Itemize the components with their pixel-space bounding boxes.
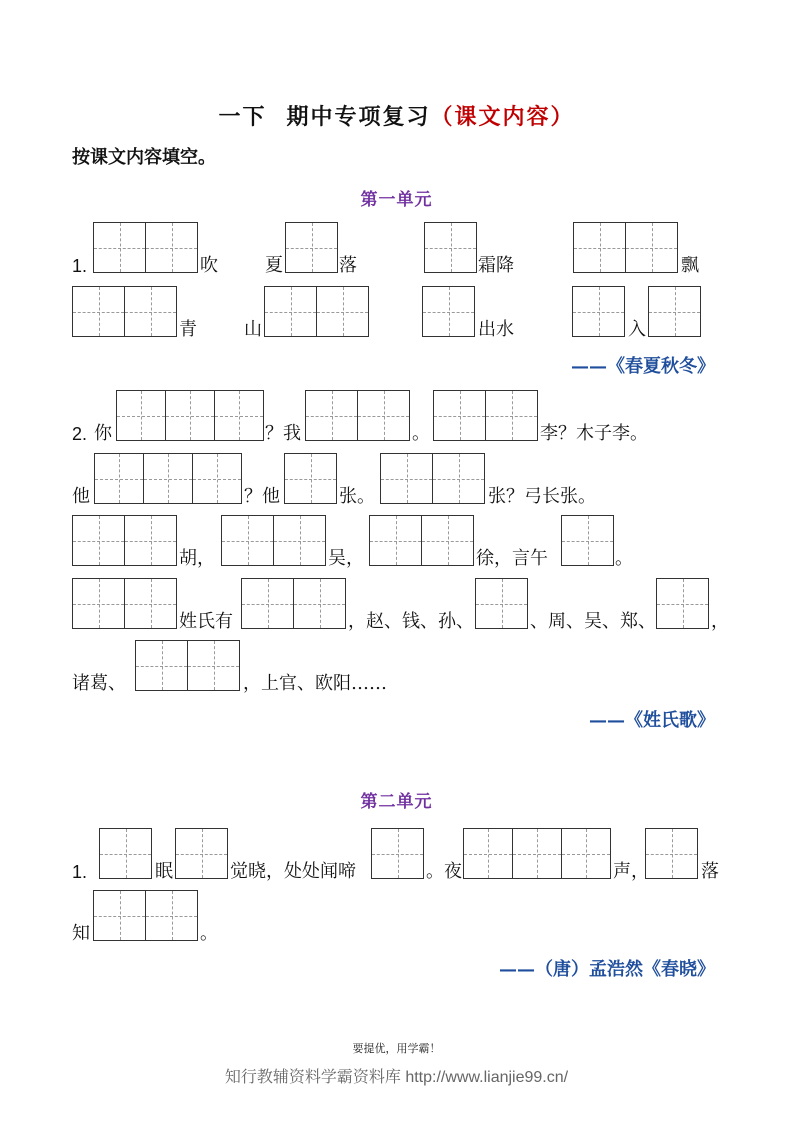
answer-box xyxy=(645,828,698,879)
fill-text: 张。 xyxy=(339,486,375,507)
writing-cell xyxy=(421,516,473,565)
writing-cell xyxy=(423,287,474,336)
writing-cell xyxy=(124,287,176,336)
writing-cell xyxy=(136,641,187,690)
writing-cell xyxy=(117,391,165,440)
writing-cell xyxy=(94,891,145,940)
fill-text: 山 xyxy=(244,319,262,340)
fill-text: 。夜 xyxy=(426,861,462,882)
writing-cell xyxy=(649,287,700,336)
writing-cell xyxy=(573,287,624,336)
answer-box xyxy=(371,828,424,879)
fill-text: 吹 xyxy=(200,255,218,276)
writing-cell xyxy=(432,454,484,503)
answer-box xyxy=(116,390,264,441)
writing-cell xyxy=(657,579,708,628)
footer-slogan: 要提优，用学霸！ xyxy=(352,1042,441,1055)
answer-box xyxy=(94,453,242,504)
fill-text: 入 xyxy=(628,319,646,340)
fill-text: 霜降 xyxy=(478,255,514,276)
answer-box xyxy=(572,286,625,337)
unit-heading-1: 第一单元 xyxy=(360,190,433,210)
writing-cell xyxy=(316,287,368,336)
writing-cell xyxy=(306,391,357,440)
answer-box xyxy=(135,640,240,691)
fill-text: 胡， xyxy=(179,548,215,569)
question-number: 2. xyxy=(72,424,88,444)
writing-cell xyxy=(372,829,423,878)
fill-text: 出水 xyxy=(478,319,514,340)
title-main: 期中专项复习 xyxy=(286,104,431,130)
fill-text: 他 xyxy=(72,486,90,507)
source-citation: ——《春夏秋冬》 xyxy=(571,356,715,377)
writing-cell xyxy=(192,454,241,503)
writing-cell xyxy=(273,516,325,565)
writing-cell xyxy=(145,891,197,940)
writing-cell xyxy=(574,223,625,272)
answer-box xyxy=(463,828,611,879)
writing-cell xyxy=(165,391,214,440)
fill-text: 吴， xyxy=(328,548,364,569)
writing-cell xyxy=(94,223,145,272)
writing-cell xyxy=(476,579,527,628)
fill-text: 李？木子李。 xyxy=(540,423,648,444)
title-subtitle: （课文内容） xyxy=(430,104,575,130)
answer-box xyxy=(93,222,198,273)
fill-text: 夏 xyxy=(265,255,283,276)
writing-cell xyxy=(370,516,421,565)
answer-box xyxy=(72,286,177,337)
fill-text: ？他 xyxy=(244,486,280,507)
answer-box xyxy=(241,578,346,629)
writing-cell xyxy=(464,829,512,878)
fill-text: ？我 xyxy=(265,423,301,444)
fill-text: ，上官、欧阳…… xyxy=(243,673,387,694)
writing-cell xyxy=(176,829,227,878)
fill-text: ， xyxy=(711,611,729,632)
fill-text: 。 xyxy=(200,923,218,944)
answer-box xyxy=(284,453,337,504)
answer-box xyxy=(380,453,485,504)
writing-cell xyxy=(143,454,192,503)
writing-cell xyxy=(214,391,263,440)
answer-box xyxy=(72,578,177,629)
answer-box xyxy=(264,286,369,337)
source-citation: ——（唐）孟浩然《春晓》 xyxy=(499,959,715,980)
answer-box xyxy=(433,390,538,441)
writing-cell xyxy=(73,287,124,336)
fill-text: 青 xyxy=(179,319,197,340)
instruction: 按课文内容填空。 xyxy=(72,147,216,168)
fill-text: 。 xyxy=(615,548,633,569)
writing-cell xyxy=(187,641,239,690)
answer-box xyxy=(656,578,709,629)
fill-text: 张？弓长张。 xyxy=(488,486,596,507)
page-title xyxy=(0,103,793,131)
answer-box xyxy=(424,222,477,273)
fill-text: ，赵、钱、孙、 xyxy=(348,611,474,632)
writing-cell xyxy=(222,516,273,565)
writing-cell xyxy=(73,579,124,628)
fill-text: 诸葛、 xyxy=(72,673,126,694)
writing-cell xyxy=(293,579,345,628)
answer-box xyxy=(369,515,474,566)
writing-cell xyxy=(646,829,697,878)
fill-text: 觉晓，处处闻啼 xyxy=(230,861,356,882)
fill-text: 落 xyxy=(701,861,719,882)
writing-cell xyxy=(242,579,293,628)
footer-site: 知行教辅资料学霸资料库 http://www.lianjie99.cn/ xyxy=(224,1069,569,1086)
writing-cell xyxy=(512,829,561,878)
question-number: 1. xyxy=(72,862,88,882)
source-citation: ——《姓氏歌》 xyxy=(589,710,715,731)
fill-text: 飘 xyxy=(681,255,699,276)
writing-cell xyxy=(124,579,176,628)
fill-text: 、周、吴、郑、 xyxy=(530,611,656,632)
writing-cell xyxy=(425,223,476,272)
answer-box xyxy=(72,515,177,566)
writing-cell xyxy=(95,454,143,503)
answer-box xyxy=(285,222,338,273)
writing-cell xyxy=(561,829,610,878)
answer-box xyxy=(573,222,678,273)
answer-box xyxy=(475,578,528,629)
writing-cell xyxy=(124,516,176,565)
answer-box xyxy=(422,286,475,337)
unit-heading-2: 第二单元 xyxy=(360,792,433,812)
fill-text: 落 xyxy=(339,255,357,276)
fill-text: 。 xyxy=(412,423,430,444)
writing-cell xyxy=(485,391,537,440)
question-number: 1. xyxy=(72,256,88,276)
answer-box xyxy=(561,515,614,566)
answer-box xyxy=(175,828,228,879)
fill-text: 知 xyxy=(72,923,90,944)
writing-cell xyxy=(265,287,316,336)
fill-text: 你 xyxy=(94,423,112,444)
fill-text: 姓氏有 xyxy=(179,611,233,632)
writing-cell xyxy=(286,223,337,272)
answer-box xyxy=(305,390,410,441)
answer-box xyxy=(99,828,152,879)
writing-cell xyxy=(562,516,613,565)
fill-text: 眠 xyxy=(155,861,173,882)
answer-box xyxy=(93,890,198,941)
answer-box xyxy=(648,286,701,337)
fill-text: 徐，言午 xyxy=(476,548,548,569)
writing-cell xyxy=(73,516,124,565)
writing-cell xyxy=(357,391,409,440)
writing-cell xyxy=(145,223,197,272)
answer-box xyxy=(221,515,326,566)
fill-text: 声， xyxy=(613,861,649,882)
title-grade: 一下 xyxy=(218,104,267,130)
writing-cell xyxy=(100,829,151,878)
writing-cell xyxy=(625,223,677,272)
writing-cell xyxy=(434,391,485,440)
writing-cell xyxy=(381,454,432,503)
writing-cell xyxy=(285,454,336,503)
